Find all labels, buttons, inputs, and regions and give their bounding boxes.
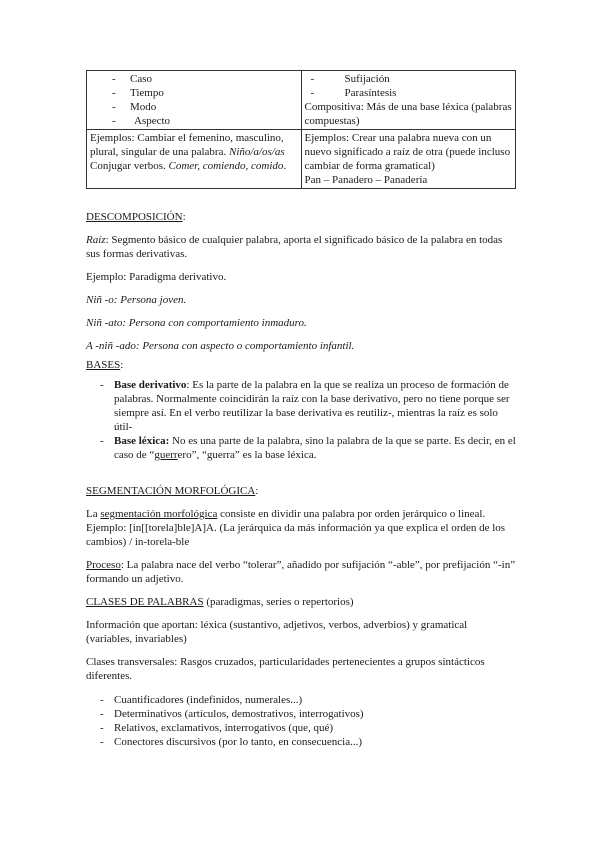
example-line-3: A -niñ -ado: Persona con aspecto o comportamiento infantil. [86, 340, 355, 352]
example-italic: Comer, comiendo, comido [168, 160, 284, 172]
example-italic: Niño/a/os/as [228, 146, 285, 158]
list-item: - Aspecto [90, 114, 298, 128]
heading-text: BASES [86, 359, 121, 371]
period: . [283, 160, 287, 172]
clases-heading [86, 595, 516, 609]
proceso-term: Proceso [86, 559, 121, 571]
raiz-definition [86, 233, 516, 261]
text: consiste en dividir una palabra por orden jerárquico o lineal. Ejemplo: [in[[torela]ble]A]A. (La jerárquica da más información ya que explica el orden de los cambios) / in-torela-ble [86, 508, 506, 548]
ejemplo-line: Ejemplo: Paradigma derivativo. [86, 271, 227, 283]
text: : La palabra nace del verbo “tolerar”, añadido por sufijación “-able”, por prefijación “-in” formando un adjetivo. [86, 559, 516, 585]
raiz-term: Raíz [86, 234, 106, 246]
segmentacion-heading [86, 484, 516, 498]
definition-end: ero”, “guerra” es la base léxica. [177, 449, 317, 461]
definition: No es una parte de la palabra, sino la palabra de la que se parte. Es decir, en el caso de “ [114, 435, 516, 461]
example-text: Ejemplos: Cambiar el femenino, masculino, plural, singular de una palabra. [90, 132, 284, 158]
list-item: - Caso [90, 72, 298, 86]
heading-colon: : [182, 211, 186, 223]
example-text: Conjugar verbos. [90, 160, 166, 172]
term: Base léxica: [114, 435, 170, 447]
example-line-2: Niñ -ato: Persona con comportamiento inmaduro. [86, 317, 307, 329]
list-item: - Conectores discursivos (por lo tanto, en consecuencia...) [86, 735, 516, 749]
bases-list [86, 378, 516, 462]
heading-colon: : [120, 359, 124, 371]
list-item: - Parasíntesis [305, 86, 513, 100]
example-line-1: Niñ -o: Persona joven. [86, 294, 187, 306]
table-cell-derivation-examples [301, 130, 516, 189]
heading-text: CLASES DE PALABRAS [86, 596, 204, 608]
table-cell-flexion-list [87, 71, 302, 130]
definition: : Es la parte de la palabra en la que se realiza un proceso de formación de palabras. Normalmente coincidirán la raíz con la base derivativo, pero no tiene porque ser siempre así. En el verbo reutilizar la base derivativa es reutiliz-, mientras la raíz es solo útil- [114, 379, 510, 433]
compositiva-note: Compositiva: Más de una base léxica (palabras compuestas) [304, 101, 512, 127]
bases-heading [86, 358, 516, 372]
list-item: - Relativos, exclamativos, interrogativos (que, qué) [86, 721, 516, 735]
informacion-paragraph: Información que aportan: léxica (sustantivo, adjetivos, verbos, adverbios) y gramatical (variables, invariables) [86, 619, 468, 645]
text: La [86, 508, 101, 520]
list-item: - Tiempo [90, 86, 298, 100]
descomposicion-heading [86, 210, 516, 224]
conjugation-example [90, 159, 298, 173]
list-item-base-derivativo [86, 378, 516, 434]
list-item: - Modo [90, 100, 298, 114]
segmentacion-paragraph [86, 507, 516, 549]
derivation-example: Pan – Panadero – Panadería [304, 174, 428, 186]
list-item: - Cuantificadores (indefinidos, numerales...) [86, 693, 516, 707]
flexion-example-text [90, 131, 298, 159]
heading-text: SEGMENTACIÓN MORFOLÓGICA [86, 485, 256, 497]
heading-text: DESCOMPOSICIÓN [86, 211, 183, 223]
term: Base derivativo [114, 379, 187, 391]
raiz-text: : Segmento básico de cualquier palabra, aporta el significado básico de la palabra en todas sus formas derivativas. [86, 234, 503, 260]
table-cell-flexion-examples [87, 130, 302, 189]
underlined-root: guerr [154, 449, 178, 461]
derivation-example-text: Ejemplos: Crear una palabra nueva con un nuevo significado a raíz de otra (puede incluso cambiar de forma gramatical) [304, 132, 511, 172]
list-item: - Determinativos (artículos, demostrativos, interrogativos) [86, 707, 516, 721]
morphology-table [86, 70, 516, 189]
heading-colon: : [255, 485, 259, 497]
document-page [86, 70, 516, 749]
clases-list [86, 693, 516, 749]
list-item: - Sufijación [305, 72, 513, 86]
segmentacion-term: segmentación morfológica [100, 508, 218, 520]
proceso-paragraph [86, 558, 516, 586]
heading-subtext: (paradigmas, series o repertorios) [203, 596, 354, 608]
table-cell-derivation-list [301, 71, 516, 130]
transversales-paragraph: Clases transversales: Rasgos cruzados, particularidades pertenecientes a grupos sintácticos diferentes. [86, 656, 485, 682]
spacer [86, 462, 516, 476]
list-item-base-lexica [86, 434, 516, 462]
